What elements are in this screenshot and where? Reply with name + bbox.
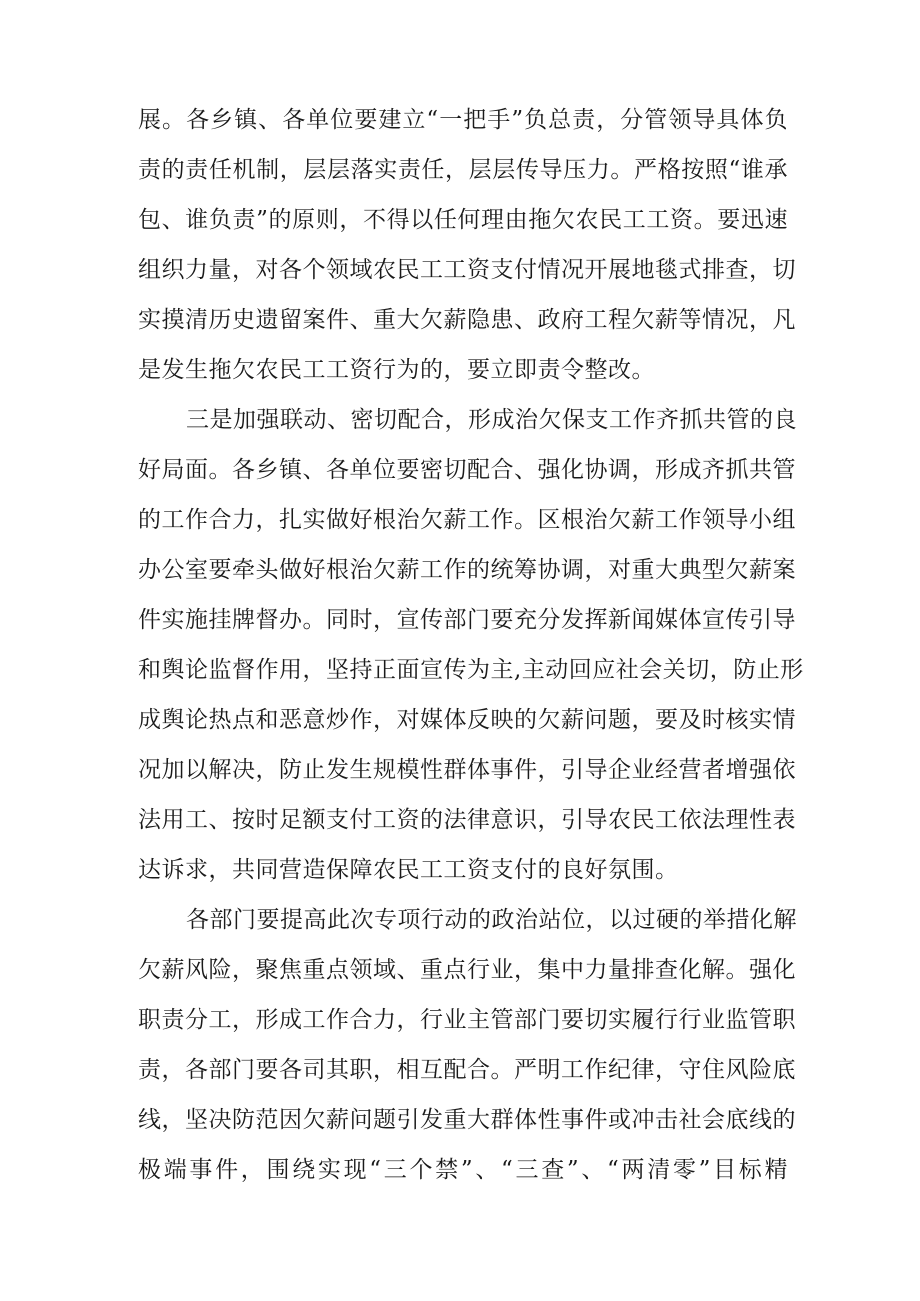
paragraph-2-line-6: 和舆论监督作用，坚持正面宣传为主,主动回应社会关切，防止形 xyxy=(138,657,804,683)
paragraph-2-line-4: 办公室要牵头做好根治欠薪工作的统筹协调，对重大典型欠薪案 xyxy=(138,557,796,583)
paragraph-3-line-4: 责，各部门要各司其职，相互配合。严明工作纪律，守住风险底 xyxy=(138,1057,796,1083)
paragraph-2-line-8: 况加以解决，防止发生规模性群体事件，引导企业经营者增强依 xyxy=(138,757,796,783)
paragraph-2-line-2: 好局面。各乡镇、各单位要密切配合、强化协调，形成齐抓共管 xyxy=(138,457,796,483)
paragraph-1-line-5: 实摸清历史遗留案件、重大欠薪隐患、政府工程欠薪等情况，凡 xyxy=(138,307,796,333)
paragraph-2-line-10: 达诉求，共同营造保障农民工工资支付的良好氛围。 xyxy=(138,857,679,883)
paragraph-1-line-4: 组织力量，对各个领域农民工工资支付情况开展地毯式排查，切 xyxy=(138,257,796,283)
paragraph-3-line-1: 各部门要提高此次专项行动的政治站位，以过硬的举措化解 xyxy=(186,907,797,933)
paragraph-2-line-9: 法用工、按时足额支付工资的法律意识，引导农民工依法理性表 xyxy=(138,807,796,833)
paragraph-1-line-3: 包、谁负责”的原则，不得以任何理由拖欠农民工工资。要迅速 xyxy=(138,207,788,233)
paragraph-2-line-7: 成舆论热点和恶意炒作，对媒体反映的欠薪问题，要及时核实情 xyxy=(138,707,796,733)
paragraph-1-line-2: 责的责任机制，层层落实责任，层层传导压力。严格按照“谁承 xyxy=(138,157,788,183)
paragraph-3-line-5: 线，坚决防范因欠薪问题引发重大群体性事件或冲击社会底线的 xyxy=(138,1107,796,1133)
paragraph-3-line-3: 职责分工，形成工作合力，行业主管部门要切实履行行业监管职 xyxy=(138,1007,796,1033)
paragraph-3-line-6: 极端事件，围绕实现“三个禁”、“三查”、“两清零”目标精 xyxy=(138,1157,788,1183)
paragraph-1-line-6: 是发生拖欠农民工工资行为的，要立即责令整改。 xyxy=(138,357,655,383)
paragraph-2-line-5: 件实施挂牌督办。同时，宣传部门要充分发挥新闻媒体宣传引导 xyxy=(138,607,796,633)
paragraph-3-line-2: 欠薪风险，聚焦重点领域、重点行业，集中力量排查化解。强化 xyxy=(138,957,796,983)
paragraph-2-line-1: 三是加强联动、密切配合，形成治欠保支工作齐抓共管的良 xyxy=(186,407,797,433)
paragraph-2-line-3: 的工作合力，扎实做好根治欠薪工作。区根治欠薪工作领导小组 xyxy=(138,507,796,533)
paragraph-1-line-1: 展。各乡镇、各单位要建立“一把手”负总责，分管领导具体负 xyxy=(138,107,788,133)
